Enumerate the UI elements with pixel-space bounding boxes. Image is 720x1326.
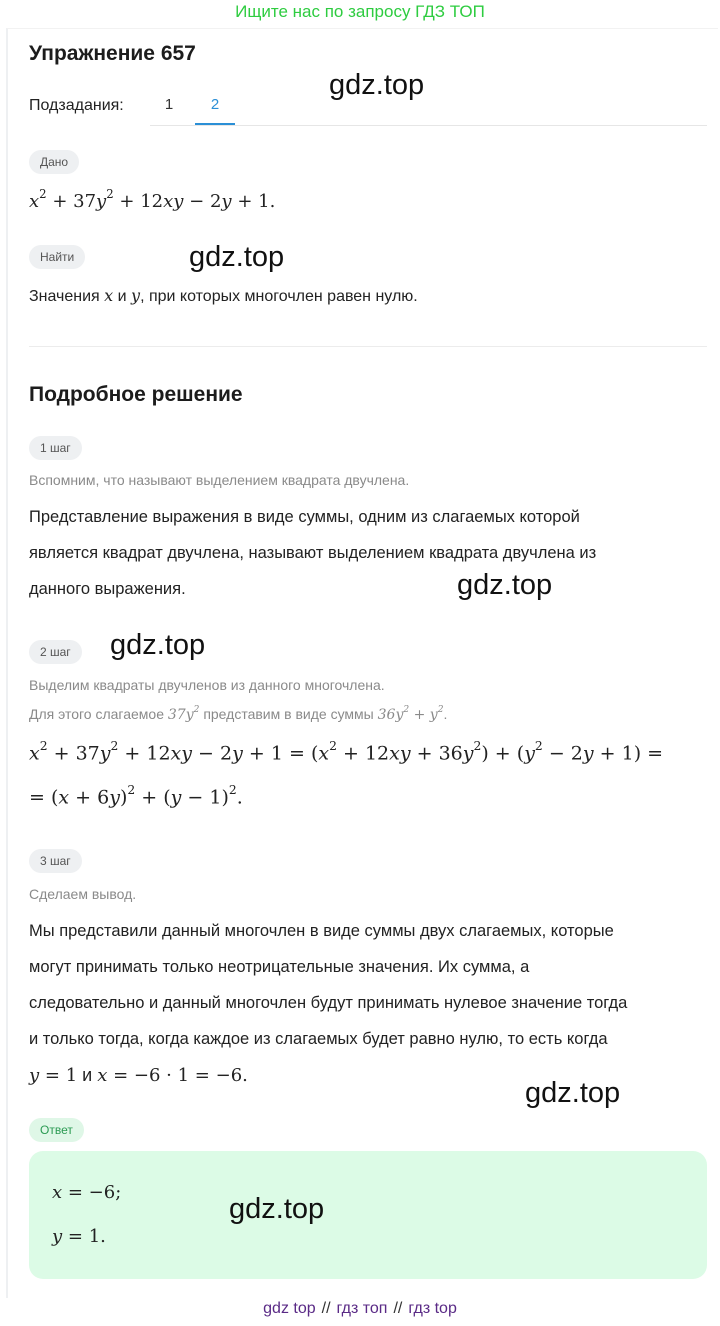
watermark: gdz.top bbox=[329, 69, 425, 101]
answer-y: y = 1. bbox=[52, 1226, 106, 1247]
given-badge: Дано bbox=[29, 150, 79, 174]
step-2-equation-1: $x^2 + 37y^2 + 12xy - 2y + 1 = (x^2 + 12xy + 36y^2) + (y^2 - 2y + 1)$ = bbox=[29, 739, 664, 765]
search-banner: Ищите нас по запросу ГДЗ ТОП bbox=[235, 2, 485, 21]
footer-separator: // bbox=[321, 1300, 331, 1317]
step-3-text: Мы представили данный многочлен в виде суммы двух слагаемых, которые могут принимать только неотрицательные значения. Их сумма, а следовательно и данный многочлен будут принимать нулевое значение тогда и только тогда, когда каждое из слагаемых будет равно нулю, то есть когда bbox=[29, 922, 628, 1048]
step-1-hint: Вспомним, что называют выделением квадрата двучлена. bbox=[29, 472, 410, 488]
answer-box bbox=[29, 1151, 707, 1279]
watermark: gdz.top bbox=[457, 569, 553, 601]
step-3-conclusion: y = 1 и x = −6 · 1 = −6. bbox=[29, 1065, 248, 1086]
step-2-badge: 2 шаг bbox=[29, 640, 82, 664]
solution-title: Подробное решение bbox=[29, 383, 243, 406]
footer-link-1[interactable]: gdz top bbox=[263, 1300, 316, 1317]
footer-links bbox=[0, 1300, 720, 1318]
section-divider bbox=[29, 346, 707, 347]
watermark: gdz.top bbox=[229, 1193, 325, 1225]
step-1-badge: 1 шаг bbox=[29, 436, 82, 460]
footer-link-3[interactable]: гдз top bbox=[408, 1300, 457, 1317]
step-3-badge: 3 шаг bbox=[29, 849, 82, 873]
step-3-hint: Сделаем вывод. bbox=[29, 886, 137, 902]
step-2-hint-1: Выделим квадраты двучленов из данного многочлена. bbox=[29, 677, 385, 693]
subtasks-divider bbox=[150, 125, 707, 126]
exercise-title: Упражнение 657 bbox=[29, 42, 196, 65]
find-text: Значения x и y, при которых многочлен равен нулю. bbox=[29, 286, 418, 305]
answer-badge: Ответ bbox=[29, 1118, 84, 1142]
step-2-hint-2: Для этого слагаемое $37y^2$ представим в виде суммы $36y^2 + y^2$. bbox=[29, 704, 448, 723]
step-2-equation-2: = $(x + 6y)^2 + (y - 1)^2$. bbox=[29, 783, 243, 809]
find-badge: Найти bbox=[29, 245, 85, 269]
active-tab-indicator bbox=[195, 123, 235, 125]
watermark: gdz.top bbox=[525, 1077, 621, 1109]
step-1-text: Представление выражения в виде суммы, одним из слагаемых которой является квадрат двучлена, называют выделением квадрата двучлена из данного выражения. bbox=[29, 508, 597, 598]
watermark: gdz.top bbox=[189, 241, 285, 273]
subtask-tab-1[interactable]: 1 bbox=[164, 96, 174, 113]
watermark: gdz.top bbox=[110, 629, 206, 661]
subtask-tab-2[interactable]: 2 bbox=[210, 96, 220, 113]
footer-separator: // bbox=[393, 1300, 403, 1317]
answer-x: x = −6; bbox=[52, 1182, 122, 1203]
given-expression: $x^2 + 37y^2 + 12xy - 2y + 1$. bbox=[29, 187, 276, 212]
subtasks-label: Подзадания: bbox=[29, 97, 124, 114]
footer-link-2[interactable]: гдз топ bbox=[336, 1300, 388, 1317]
